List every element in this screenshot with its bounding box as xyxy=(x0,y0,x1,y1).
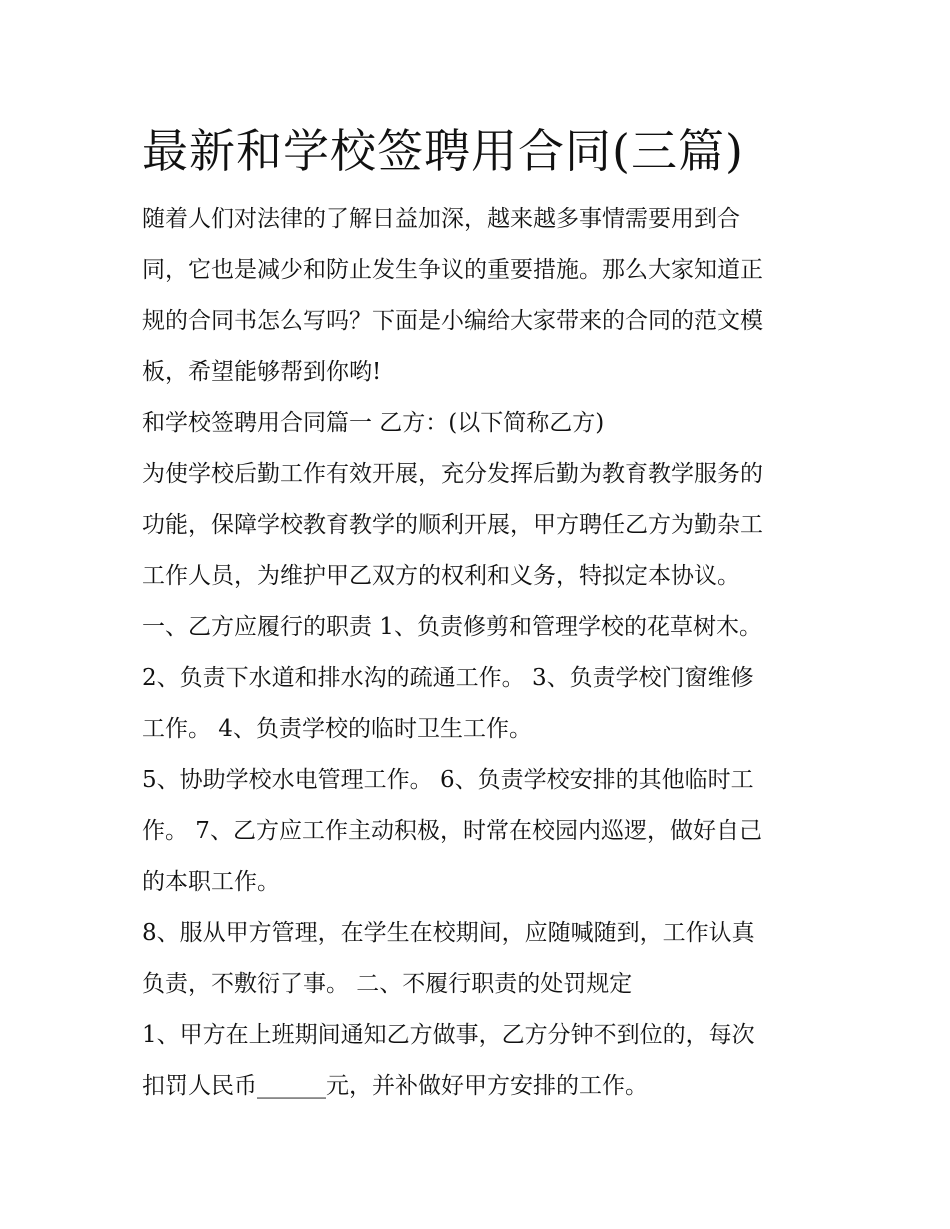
text-line-duties-1: 一、乙方应履行的职责 1、负责修剪和管理学校的花草树木。 xyxy=(142,614,762,640)
text-line-penalty-2: 扣罚人民币______元，并补做好甲方安排的工作。 xyxy=(142,1073,648,1099)
text-line-intro-2: 同，它也是减少和防止发生争议的重要措施。那么大家知道正 xyxy=(142,257,763,283)
text-line-intro-3: 规的合同书怎么写吗？下面是小编给大家带来的合同的范文模 xyxy=(142,308,763,334)
text-line-duties-4: 5、协助学校水电管理工作。 6、负责学校安排的其他临时工 xyxy=(142,767,754,793)
section-heading-contract-1: 和学校签聘用合同篇一 乙方：(以下简称乙方) xyxy=(142,410,605,436)
text-line-duties-2: 2、负责下水道和排水沟的疏通工作。 3、负责学校门窗维修 xyxy=(142,665,754,691)
text-line-duties-5: 作。 7、乙方应工作主动积极，时常在校园内巡逻，做好自己 xyxy=(142,818,762,844)
text-line-purpose-1: 为使学校后勤工作有效开展，充分发挥后勤为教育教学服务的 xyxy=(142,461,763,487)
document-title: 最新和学校签聘用合同(三篇) xyxy=(142,124,744,178)
document-body xyxy=(142,118,822,1112)
text-line-intro-4: 板，希望能够帮到你哟! xyxy=(142,359,382,385)
text-line-purpose-3: 工作人员，为维护甲乙双方的权利和义务，特拟定本协议。 xyxy=(142,563,740,589)
text-line-penalty-1: 1、甲方在上班期间通知乙方做事，乙方分钟不到位的，每次 xyxy=(142,1022,755,1048)
text-line-duties-7: 8、服从甲方管理，在学生在校期间，应随喊随到，工作认真 xyxy=(142,920,755,946)
text-line-duties-8: 负责，不敷衍了事。 二、不履行职责的处罚规定 xyxy=(142,971,633,997)
text-line-duties-3: 工作。 4、负责学校的临时卫生工作。 xyxy=(142,716,532,742)
text-line-purpose-2: 功能，保障学校教育教学的顺利开展，甲方聘任乙方为勤杂工 xyxy=(142,512,763,538)
text-line-duties-6: 的本职工作。 xyxy=(142,869,280,895)
text-line-intro-1: 随着人们对法律的了解日益加深，越来越多事情需要用到合 xyxy=(142,206,740,232)
